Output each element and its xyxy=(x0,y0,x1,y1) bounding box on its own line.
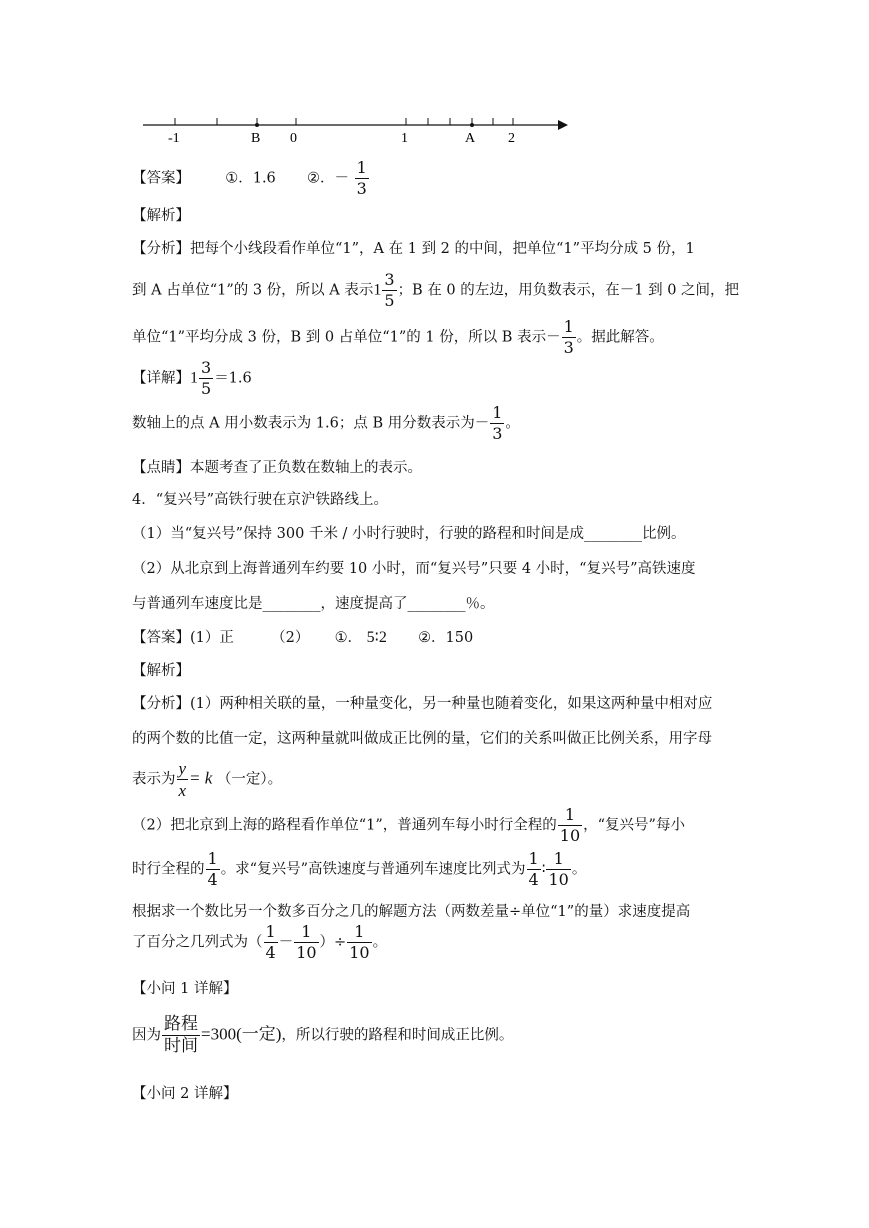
q4-analysis-l7: 了百分之几列式为（ $\frac{1}{4}$ － $\frac{1}{10}$ ）÷ $\frac{1}{10}$ 。 xyxy=(132,922,388,962)
q3-answer-line xyxy=(132,160,370,197)
number-line-arrow xyxy=(558,120,568,130)
point-b xyxy=(255,123,259,127)
q4-sub1-line: 因为 $\frac{\text{路程}}{\text{时间}}$ =300(一定)，所以行驶的路程和时间成正比例。 xyxy=(132,1014,514,1056)
q4-part1: （1）当“复兴号”保持 300 千米 / 小时行驶时，行驶的路程和时间是成________比例。 xyxy=(132,526,686,542)
label-a: A xyxy=(465,131,476,146)
q4-answer-line: 【答案】(1）正 （2） ①． 5∶2 ②．150 xyxy=(132,629,474,646)
q3-analysis-l3: 单位“1”平均分成 3 份，B 到 0 占单位“1”的 1 份，所以 B 表示－ $\frac{1}{3}$ 。据此解答。 xyxy=(132,317,664,357)
q4-jiexi: 【解析】 xyxy=(132,663,190,679)
q3-analysis-l1: 【分析】把每个小线段看作单位“1”，A 在 1 到 2 的中间，把单位“1”平均分成 5 份，1 xyxy=(132,241,695,257)
label-neg1: -1 xyxy=(168,131,180,146)
q4-sub1-tag: 【小问 1 详解】 xyxy=(132,981,238,997)
q3-comment: 【点睛】本题考查了正负数在数轴上的表示。 xyxy=(132,460,422,476)
q4-analysis-l5: 时行全程的 $\frac{1}{4}$ 。求“复兴号”高铁速度与普通列车速度比列式为 $\frac{1}{4}$ ∶ $\frac{1}{10}$ 。 xyxy=(132,849,587,889)
q4-analysis-l6: 根据求一个数比另一个数多百分之几的解题方法（两数差量÷单位“1”的量）求速度提高 xyxy=(132,904,691,920)
answer-ratio: 5∶2 xyxy=(366,629,387,646)
q3-jiexi: 【解析】 xyxy=(132,208,190,224)
q4-analysis-l4: （2）把北京到上海的路程看作单位“1”，普通列车每小时行全程的 $\frac{1}{10}$ ，“复兴号”每小 xyxy=(132,805,685,845)
q4-stem: 4．“复兴号”高铁行驶在京沪铁路线上。 xyxy=(132,492,389,508)
number-line-ticks xyxy=(175,118,513,125)
answer-tag: 【答案】 xyxy=(132,170,190,187)
point-a xyxy=(470,123,474,127)
q3-detail: 【详解】1 $\frac{3}{5}$ ＝1.6 xyxy=(132,358,252,398)
q4-analysis-l2: 的两个数的比值一定，这两种量就叫做成正比例的量，它们的关系叫做正比例关系，用字母 xyxy=(132,731,712,747)
answer-1: ①．1.6 xyxy=(225,170,276,187)
label-1: 1 xyxy=(401,131,408,146)
answer-2-fraction: $\frac{1}{3}$ xyxy=(356,158,367,198)
label-0: 0 xyxy=(290,131,297,146)
q4-part2-l2: 与普通列车速度比是________，速度提高了________％。 xyxy=(132,596,495,612)
q4-part2-l1: （2）从北京到上海普通列车约要 10 小时，而“复兴号”只要 4 小时，“复兴号”高铁速度 xyxy=(132,561,696,577)
q4-analysis-l3: 表示为 $\frac{y}{x}$ = k （一定）。 xyxy=(132,759,283,800)
label-2: 2 xyxy=(508,131,515,146)
label-b: B xyxy=(251,131,261,146)
q3-analysis-l2: 到 A 占单位“1”的 3 份，所以 A 表示1 $\frac{3}{5}$ ；B 在 0 的左边，用负数表示，在－1 到 0 之间，把 xyxy=(132,270,740,310)
answer-2-prefix: ②．－ xyxy=(307,170,349,187)
q4-analysis-l1: 【分析】(1）两种相关联的量，一种量变化，另一种量也随着变化，如果这两种量中相对应 xyxy=(132,696,713,712)
number-line xyxy=(0,0,869,150)
q3-detail-l2: 数轴上的点 A 用小数表示为 1.6；点 B 用分数表示为－ $\frac{1}{3}$ 。 xyxy=(132,403,520,443)
q4-sub2-tag: 【小问 2 详解】 xyxy=(132,1086,238,1102)
